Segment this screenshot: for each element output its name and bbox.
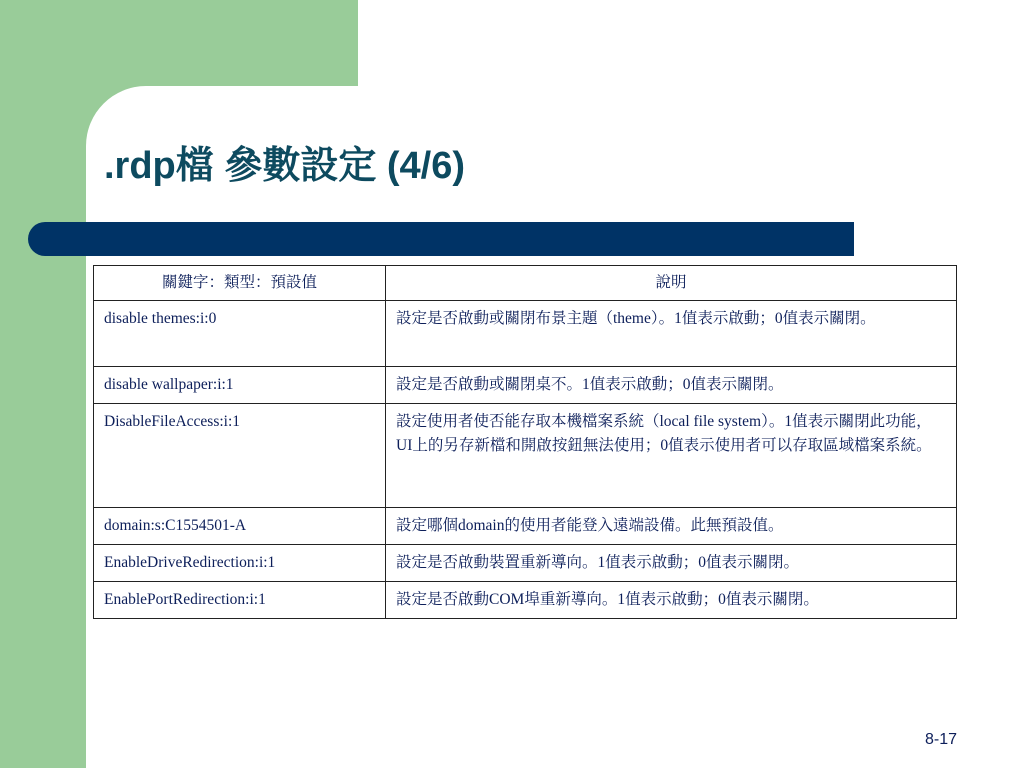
- table-row: [94, 582, 957, 619]
- row-keyword: EnableDriveRedirection:i:1: [94, 545, 386, 582]
- row-description: 設定是否啟動或關閉布景主題（theme）。1值表示啟動；0值表示關閉。: [386, 301, 957, 367]
- title-underline-bar: [28, 222, 854, 256]
- table-row: [94, 404, 957, 508]
- row-description: 設定是否啟動裝置重新導向。1值表示啟動；0值表示關閉。: [386, 545, 957, 582]
- row-keyword: DisableFileAccess:i:1: [94, 404, 386, 508]
- row-keyword: disable wallpaper:i:1: [94, 367, 386, 404]
- table-row: [94, 545, 957, 582]
- green-top-block: [86, 0, 358, 86]
- table-row: [94, 301, 957, 367]
- row-keyword: EnablePortRedirection:i:1: [94, 582, 386, 619]
- header-keyword-type-default: 關鍵字：類型：預設值: [94, 266, 386, 301]
- row-keyword: disable themes:i:0: [94, 301, 386, 367]
- row-description: 設定是否啟動COM埠重新導向。1值表示啟動；0值表示關閉。: [386, 582, 957, 619]
- table-row: [94, 367, 957, 404]
- row-description: 設定哪個domain的使用者能登入遠端設備。此無預設值。: [386, 508, 957, 545]
- row-keyword: domain:s:C1554501-A: [94, 508, 386, 545]
- row-description: 設定使用者使否能存取本機檔案系統（local file system）。1值表示關閉此功能，UI上的另存新檔和開啟按鈕無法使用；0值表示使用者可以存取區域檔案系統。: [386, 404, 957, 508]
- parameter-table: [93, 265, 957, 619]
- table-header-row: [94, 266, 957, 301]
- row-description: 設定是否啟動或關閉桌不。1值表示啟動；0值表示關閉。: [386, 367, 957, 404]
- slide-title: .rdp檔 參數設定 (4/6): [104, 145, 466, 187]
- table-row: [94, 508, 957, 545]
- header-description: 說明: [386, 266, 957, 301]
- page-number: 8-17: [925, 731, 958, 748]
